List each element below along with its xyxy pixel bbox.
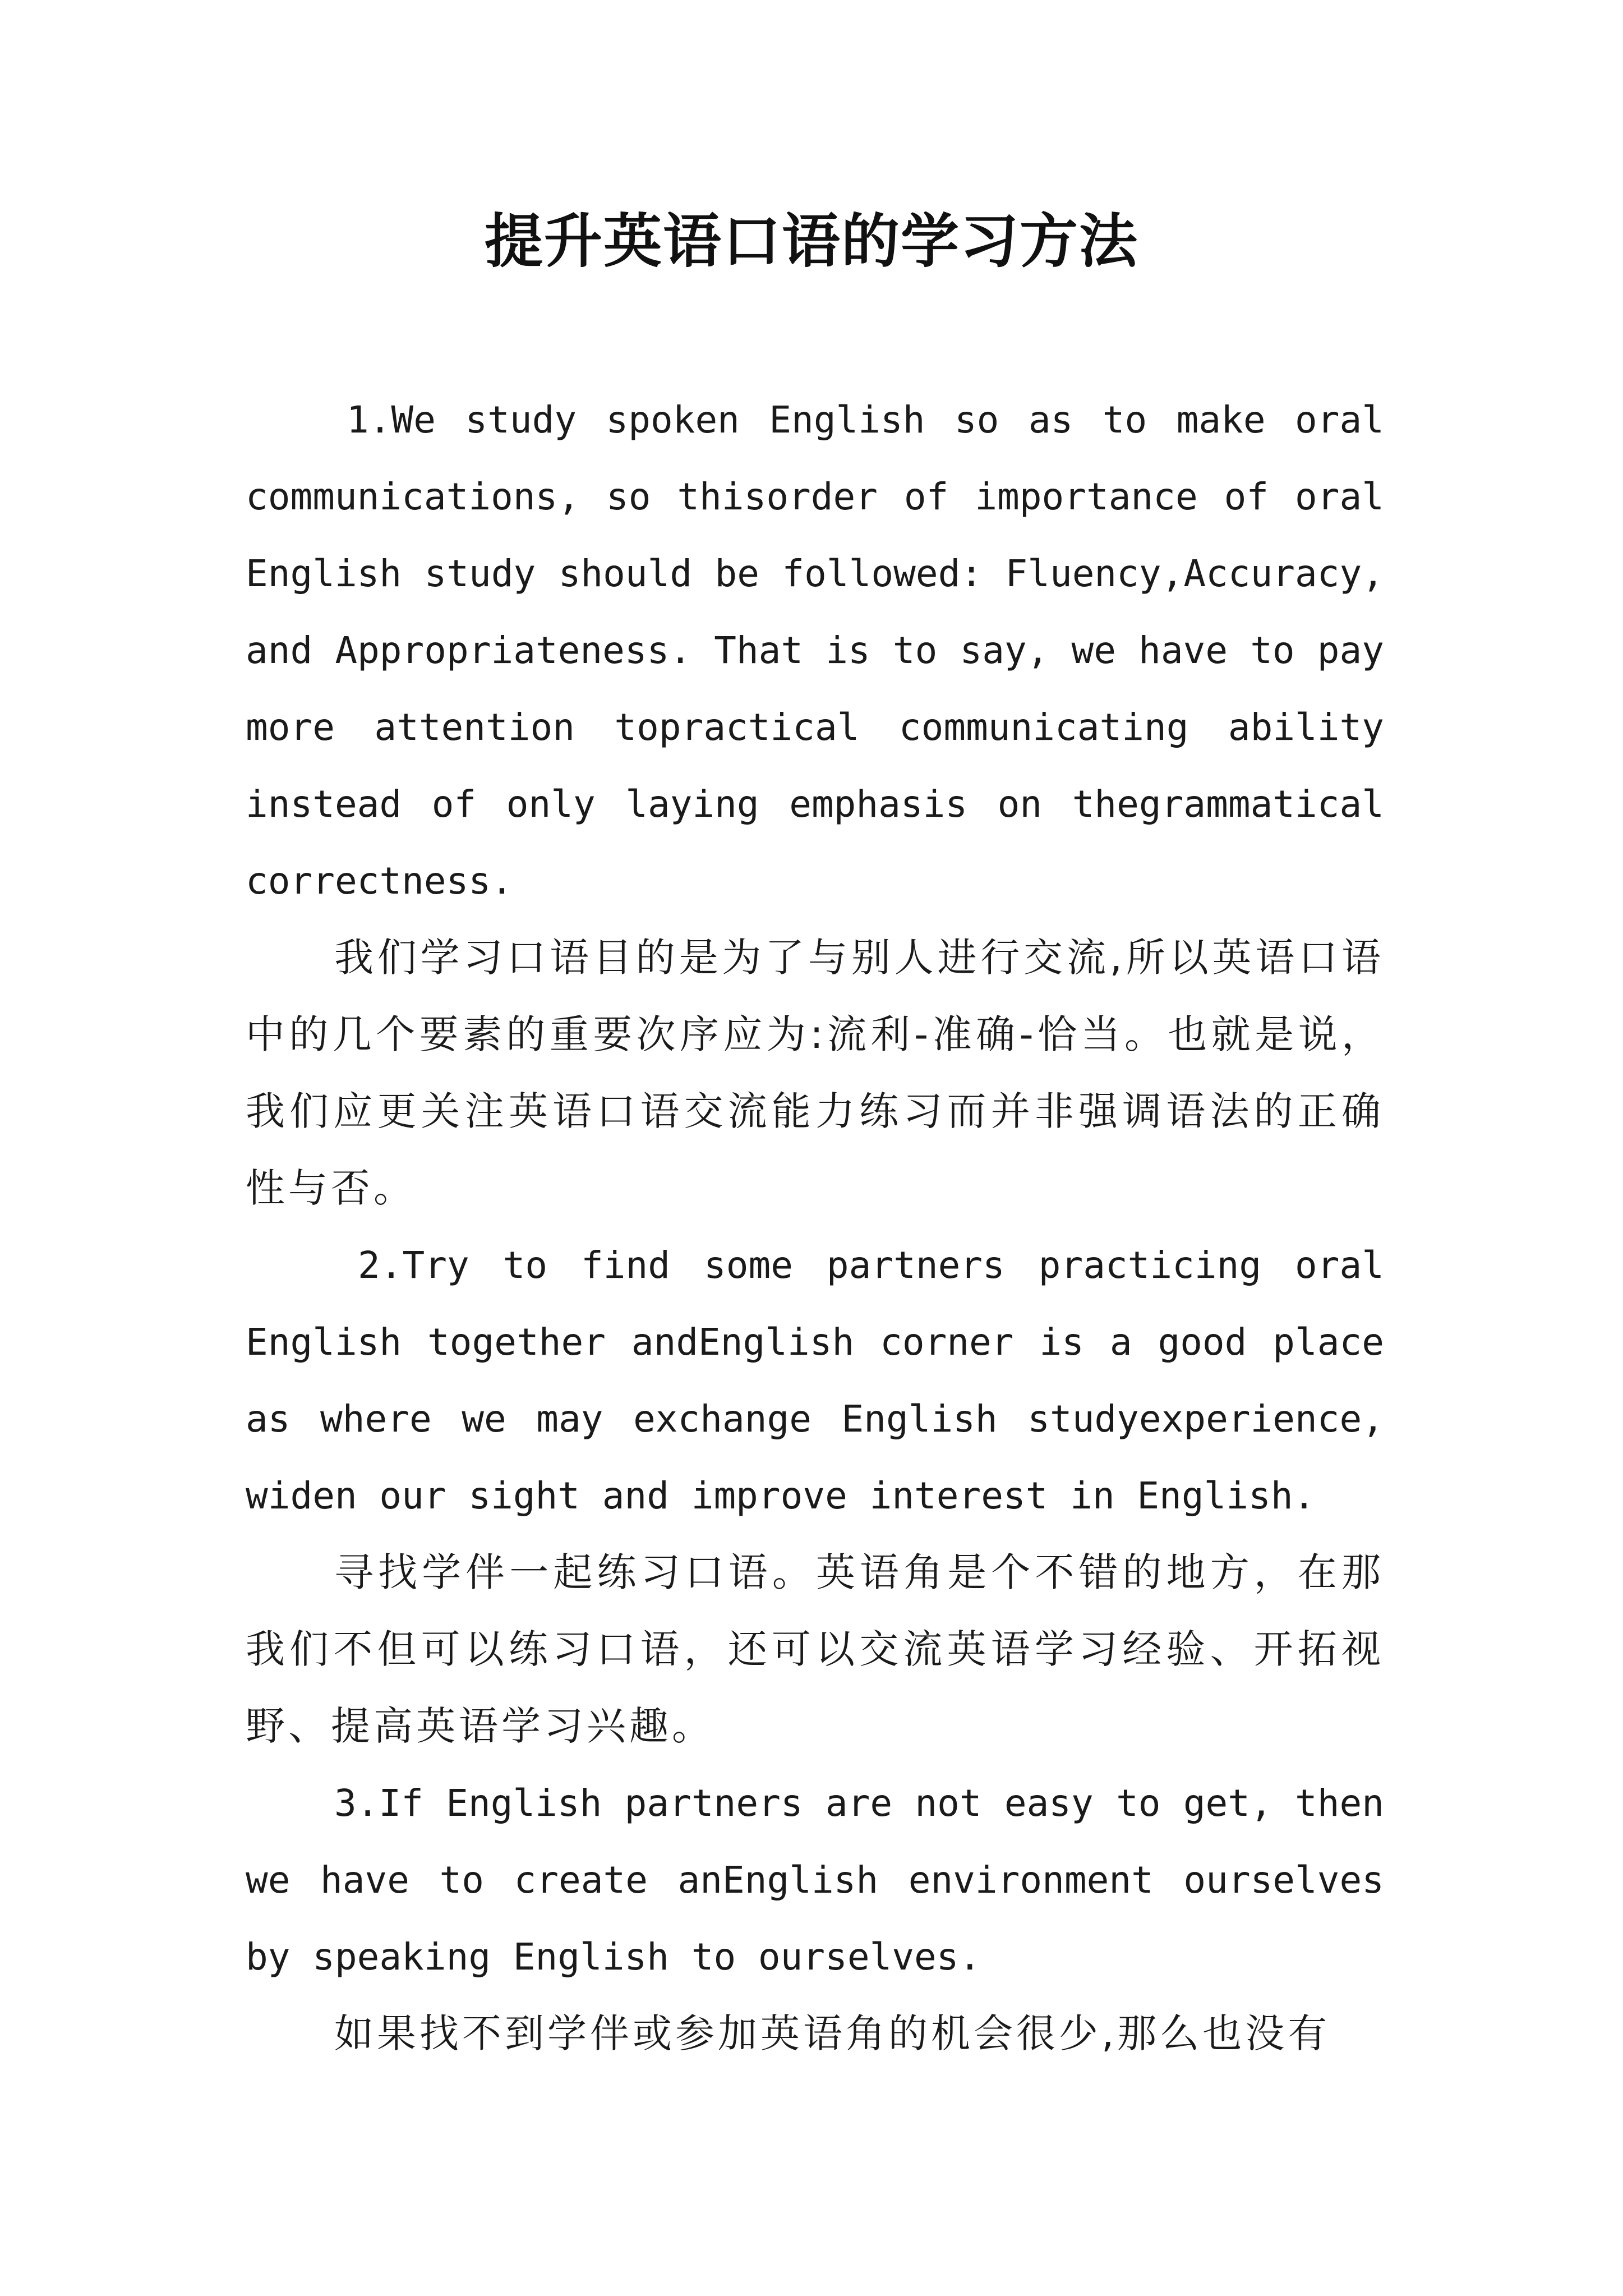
document-body [246, 381, 1384, 2072]
paragraph-2-english: 2.Try to find some partners practicing oral English together andEnglish corner is a good place as where we may exchange English studyexperience, widen our sight and improve interest in English. [246, 1244, 1384, 1517]
paragraph-1-chinese: 我们学习口语目的是为了与别人进行交流,所以英语口语中的几个要素的重要次序应为:流利-准确-恰当。也就是说，我们应更关注英语口语交流能力练习而并非强调语法的正确性与否。 [246, 935, 1384, 1211]
paragraph-2-chinese: 寻找学伴一起练习口语。英语角是个不错的地方，在那我们不但可以练习口语，还可以交流英语学习经验、开拓视野、提高英语学习兴趣。 [246, 1549, 1384, 1749]
paragraph-3-chinese: 如果找不到学伴或参加英语角的机会很少,那么也没有 [334, 2010, 1331, 2056]
paragraph-1-english: 1.We study spoken English so as to make oral communications, so thisorder of importance of oral English study should be followed: Fluency,Accuracy, and Appropriateness. That is to say, we have to pay more attention topractical communicating ability instead of only laying emphasis on thegrammatical correctness. [246, 398, 1384, 903]
paragraph-3-english: 3.If English partners are not easy to get, then we have to create anEnglish environment ourselves by speaking English to ourselves. [246, 1782, 1384, 1978]
document-title: 提升英语口语的学习方法 [484, 206, 1138, 275]
